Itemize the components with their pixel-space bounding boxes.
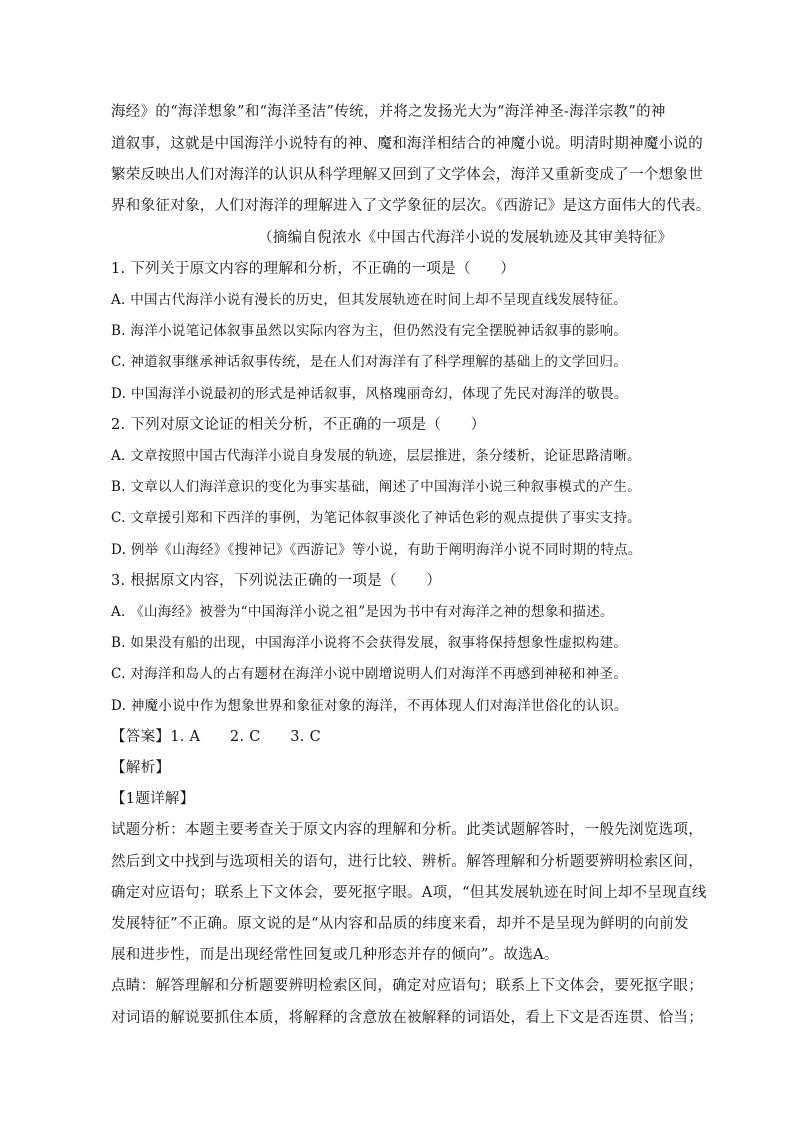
passage-line: 海经》的“海洋想象”和“海洋圣洁”传统，并将之发扬光大为“海洋神圣-海洋宗教”的神: [111, 104, 666, 120]
passage-line: 繁荣反映出人们对海洋的认识从科学理解又回到了文学体会，海洋又重新变成了一个想象世: [111, 167, 703, 183]
question-option: B. 如果没有船的出现，中国海洋小说将不会获得发展，叙事将保持想象性虚拟构建。: [111, 635, 628, 651]
question-option: A. 中国古代海洋小说有漫长的历史，但其发展轨迹在时间上却不呈现直线发展特征。: [111, 292, 628, 308]
question-option: A. 文章按照中国古代海洋小说自身发展的轨迹，层层推进，条分缕析，论证思路清晰。: [111, 448, 641, 464]
tip-line: 点睛：解答理解和分析题要辨明检索区间，确定对应语句；联系上下文体会，要死抠字眼；: [111, 978, 703, 994]
question-option: D. 例举《山海经》《搜神记》《西游记》等小说，有助于阐明海洋小说不同时期的特点。: [111, 542, 642, 558]
explanation-line: 发展特征”不正确。原文说的是“从内容和品质的纬度来看，却并不是呈现为鲜明的向前发: [111, 916, 689, 932]
question-option: C. 神道叙事继承神话叙事传统，是在人们对海洋有了科学理解的基础上的文学回归。: [111, 354, 628, 370]
question-option: D. 中国海洋小说最初的形式是神话叙事，风格瑰丽奇幻，体现了先民对海洋的敬畏。: [111, 386, 628, 402]
question-stem: 2. 下列对原文论证的相关分析，不正确的一项是（ ）: [111, 417, 486, 433]
question-option: D. 神魔小说中作为想象世界和象征对象的海洋，不再体现人们对海洋世俗化的认识。: [111, 698, 628, 714]
question-option: B. 海洋小说笔记体叙事虽然以实际内容为主，但仍然没有完全摆脱神话叙事的影响。: [111, 323, 628, 339]
passage-line: 道叙事，这就是中国海洋小说特有的神、魔和海洋相结合的神魔小说。明清时期神魔小说的: [111, 136, 703, 152]
tip-line: 对词语的解说要抓住本质，将解释的含意放在被解释的词语处，看上下文是否连贯、恰当；: [111, 1010, 703, 1026]
explanation-line: 展和进步性，而是出现经常性回复或几种形态并存的倾向”。故选A。: [111, 947, 559, 963]
answer-key: 【答案】1. A 2. C 3. C: [111, 729, 321, 745]
analysis-heading: 【解析】: [111, 760, 171, 776]
source-note: （摘编自倪浓水《中国古代海洋小说的发展轨迹及其审美特征》: [258, 230, 673, 246]
question-option: B. 文章以人们海洋意识的变化为事实基础，阐述了中国海洋小说三种叙事模式的产生。: [111, 479, 642, 495]
question-option: C. 文章援引郑和下西洋的事例，为笔记体叙事淡化了神话色彩的观点提供了事实支持。: [111, 510, 641, 526]
explanation-line: 然后到文中找到与选项相关的语句，进行比较、辨析。解答理解和分析题要辨明检索区间，: [111, 854, 703, 870]
question-option: C. 对海洋和岛人的占有题材在海洋小说中剧增说明人们对海洋不再感到神秘和神圣。: [111, 666, 628, 682]
question-option: A. 《山海经》被誉为“中国海洋小说之祖”是因为书中有对海洋之神的想象和描述。: [111, 604, 614, 620]
q1-detail-heading: 【1题详解】: [111, 791, 195, 807]
explanation-line: 试题分析：本题主要考查关于原文内容的理解和分析。此类试题解答时，一般先浏览选项，: [111, 822, 703, 838]
passage-line: 界和象征对象，人们对海洋的理解进入了文学象征的层次。《西游记》是这方面伟大的代表。: [111, 198, 711, 214]
explanation-line: 确定对应语句；联系上下文体会，要死抠字眼。A项，“但其发展轨迹在时间上却不呈现直线: [111, 885, 707, 901]
question-stem: 3. 根据原文内容，下列说法正确的一项是（ ）: [111, 573, 442, 589]
question-stem: 1. 下列关于原文内容的理解和分析，不正确的一项是（ ）: [111, 261, 516, 277]
